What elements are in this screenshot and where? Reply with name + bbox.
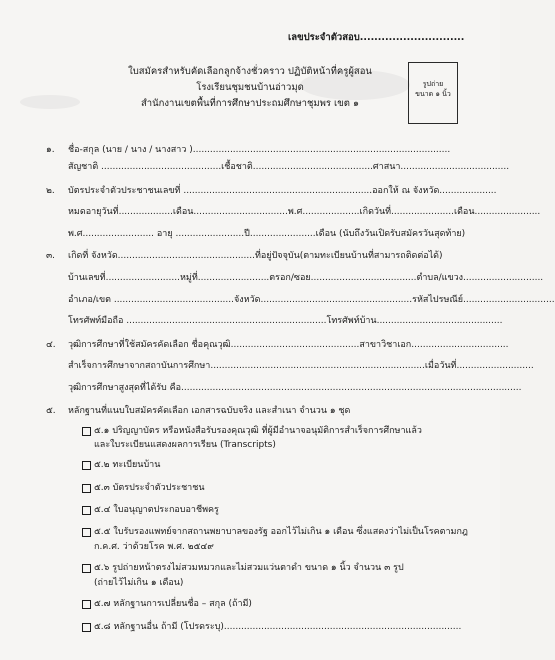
item-5-2-label: ๕.๒ ทะเบียนบ้าน bbox=[94, 460, 161, 470]
photo-label: รูปถ่าย bbox=[422, 80, 444, 88]
photo-box[interactable] bbox=[408, 62, 458, 124]
item-5-3-label: ๕.๓ บัตรประจำตัวประชาชน bbox=[94, 483, 205, 493]
exam-number-field[interactable]: เลขประจำตัวสอบ............................. bbox=[288, 32, 465, 43]
name-field[interactable]: ชื่อ-สกุล (นาย / นาง / นางสาว ).......................................................................................... bbox=[68, 145, 451, 155]
item-5-4-label: ๕.๔ ใบอนุญาตประกอบอาชีพครู bbox=[94, 505, 219, 515]
section-4-number: ๔. bbox=[46, 340, 56, 350]
section-5-number: ๕. bbox=[46, 406, 56, 416]
checkbox-5-6[interactable] bbox=[82, 564, 91, 573]
section-1-number: ๑. bbox=[46, 145, 55, 155]
attachments-intro: หลักฐานที่แนบใบสมัครคัดเลือก เอกสารฉบับจริง และสำเนา จำนวน ๑ ชุด bbox=[68, 406, 351, 416]
photo-size-label: ขนาด ๑ นิ้ว bbox=[415, 90, 451, 98]
section-3-number: ๓. bbox=[46, 251, 56, 261]
item-5-5-label-cont: ก.ค.ศ. ว่าด้วยโรค พ.ศ. ๒๕๔๙ bbox=[94, 542, 214, 552]
checkbox-5-2[interactable] bbox=[82, 461, 91, 470]
office-name: สำนักงานเขตพื้นที่การศึกษาประถมศึกษาชุมพร เขต ๑ bbox=[140, 98, 360, 109]
phone-field[interactable]: โทรศัพท์มือถือ ......................................................................โทรศัพท์บ้าน............................................ bbox=[68, 316, 503, 326]
section-2-number: ๒. bbox=[46, 186, 55, 196]
scan-smudge bbox=[20, 95, 80, 109]
item-5-1-label-cont: และใบระเบียนแสดงผลการเรียน (Transcripts) bbox=[94, 440, 276, 450]
checkbox-5-1[interactable] bbox=[82, 427, 91, 436]
form-title: ใบสมัครสำหรับคัดเลือกลูกจ้างชั่วคราว ปฏิบัติหน้าที่ครูผู้สอน bbox=[128, 66, 372, 77]
checkbox-5-5[interactable] bbox=[82, 528, 91, 537]
age-field[interactable]: พ.ศ......................... อายุ ........................ปี.......................เดือน (นับถึงวันเปิดรับสมัครวันสุดท้าย) bbox=[68, 229, 466, 239]
highest-degree-field[interactable]: วุฒิการศึกษาสูงสุดที่ได้รับ คือ....................................................................................................................... bbox=[68, 383, 522, 393]
school-name: โรงเรียนชุมชนบ้านอ่าวมุด bbox=[196, 82, 304, 93]
address-field[interactable]: บ้านเลขที่..........................หมู่ที่.........................ตรอก/ซอย.....................................ตำบล/แขวง............................ bbox=[68, 273, 544, 283]
item-5-7-label: ๕.๗ หลักฐานการเปลี่ยนชื่อ – สกุล (ถ้ามี) bbox=[94, 599, 252, 609]
checkbox-5-7[interactable] bbox=[82, 600, 91, 609]
nationality-field[interactable]: สัญชาติ ..........................................เชื้อชาติ..........................................ศาสนา...................................... bbox=[68, 162, 510, 172]
checkbox-5-3[interactable] bbox=[82, 484, 91, 493]
item-5-1-label: ๕.๑ ปริญญาบัตร หรือหนังสือรับรองคุณวุฒิ ที่ผู้มีอำนาจอนุมัติการสำเร็จการศึกษาแล้ว bbox=[94, 426, 422, 436]
birthplace-field[interactable]: เกิดที่ จังหวัด................................................ที่อยู่ปัจจุบัน(ตามทะเบียนบ้านที่สามารถติดต่อได้) bbox=[68, 251, 443, 261]
item-5-6-label-cont: (ถ่ายไว้ไม่เกิน ๑ เดือน) bbox=[94, 578, 184, 588]
institution-field[interactable]: สำเร็จการศึกษาจากสถาบันการศึกษา...........................................................................เมื่อวันที่........................... bbox=[68, 361, 534, 371]
checkbox-5-4[interactable] bbox=[82, 506, 91, 515]
item-5-5-label: ๕.๕ ใบรับรองแพทย์จากสถานพยาบาลของรัฐ ออกไว้ไม่เกิน ๑ เดือน ซึ่งแสดงว่าไม่เป็นโรคตามกฎ bbox=[94, 527, 468, 537]
id-card-field[interactable]: บัตรประจำตัวประชาชนเลขที่ ..................................................................ออกให้ ณ จังหวัด.................... bbox=[68, 186, 497, 196]
checkbox-5-8[interactable] bbox=[82, 623, 91, 632]
expiry-birth-field[interactable]: หมดอายุวันที่...................เดือน.................................พ.ศ....................เกิดวันที่......................เดือน....................... bbox=[68, 207, 541, 217]
item-5-6-label: ๕.๖ รูปถ่ายหน้าตรงไม่สวมหมวกและไม่สวมแว่นตาดำ ขนาด ๑ นิ้ว จำนวน ๓ รูป bbox=[94, 563, 404, 573]
district-field[interactable]: อำเภอ/เขต ..........................................จังหวัด.....................................................รหัสไปรษณีย์................................ bbox=[68, 295, 555, 305]
item-5-8-field[interactable]: ๕.๘ หลักฐานอื่น ถ้ามี (โปรดระบุ)................................................................................... bbox=[94, 622, 462, 632]
qualification-field[interactable]: วุฒิการศึกษาที่ใช้สมัครคัดเลือก ชื่อคุณวุฒิ.............................................สาขาวิชาเอก.................................. bbox=[68, 340, 509, 350]
